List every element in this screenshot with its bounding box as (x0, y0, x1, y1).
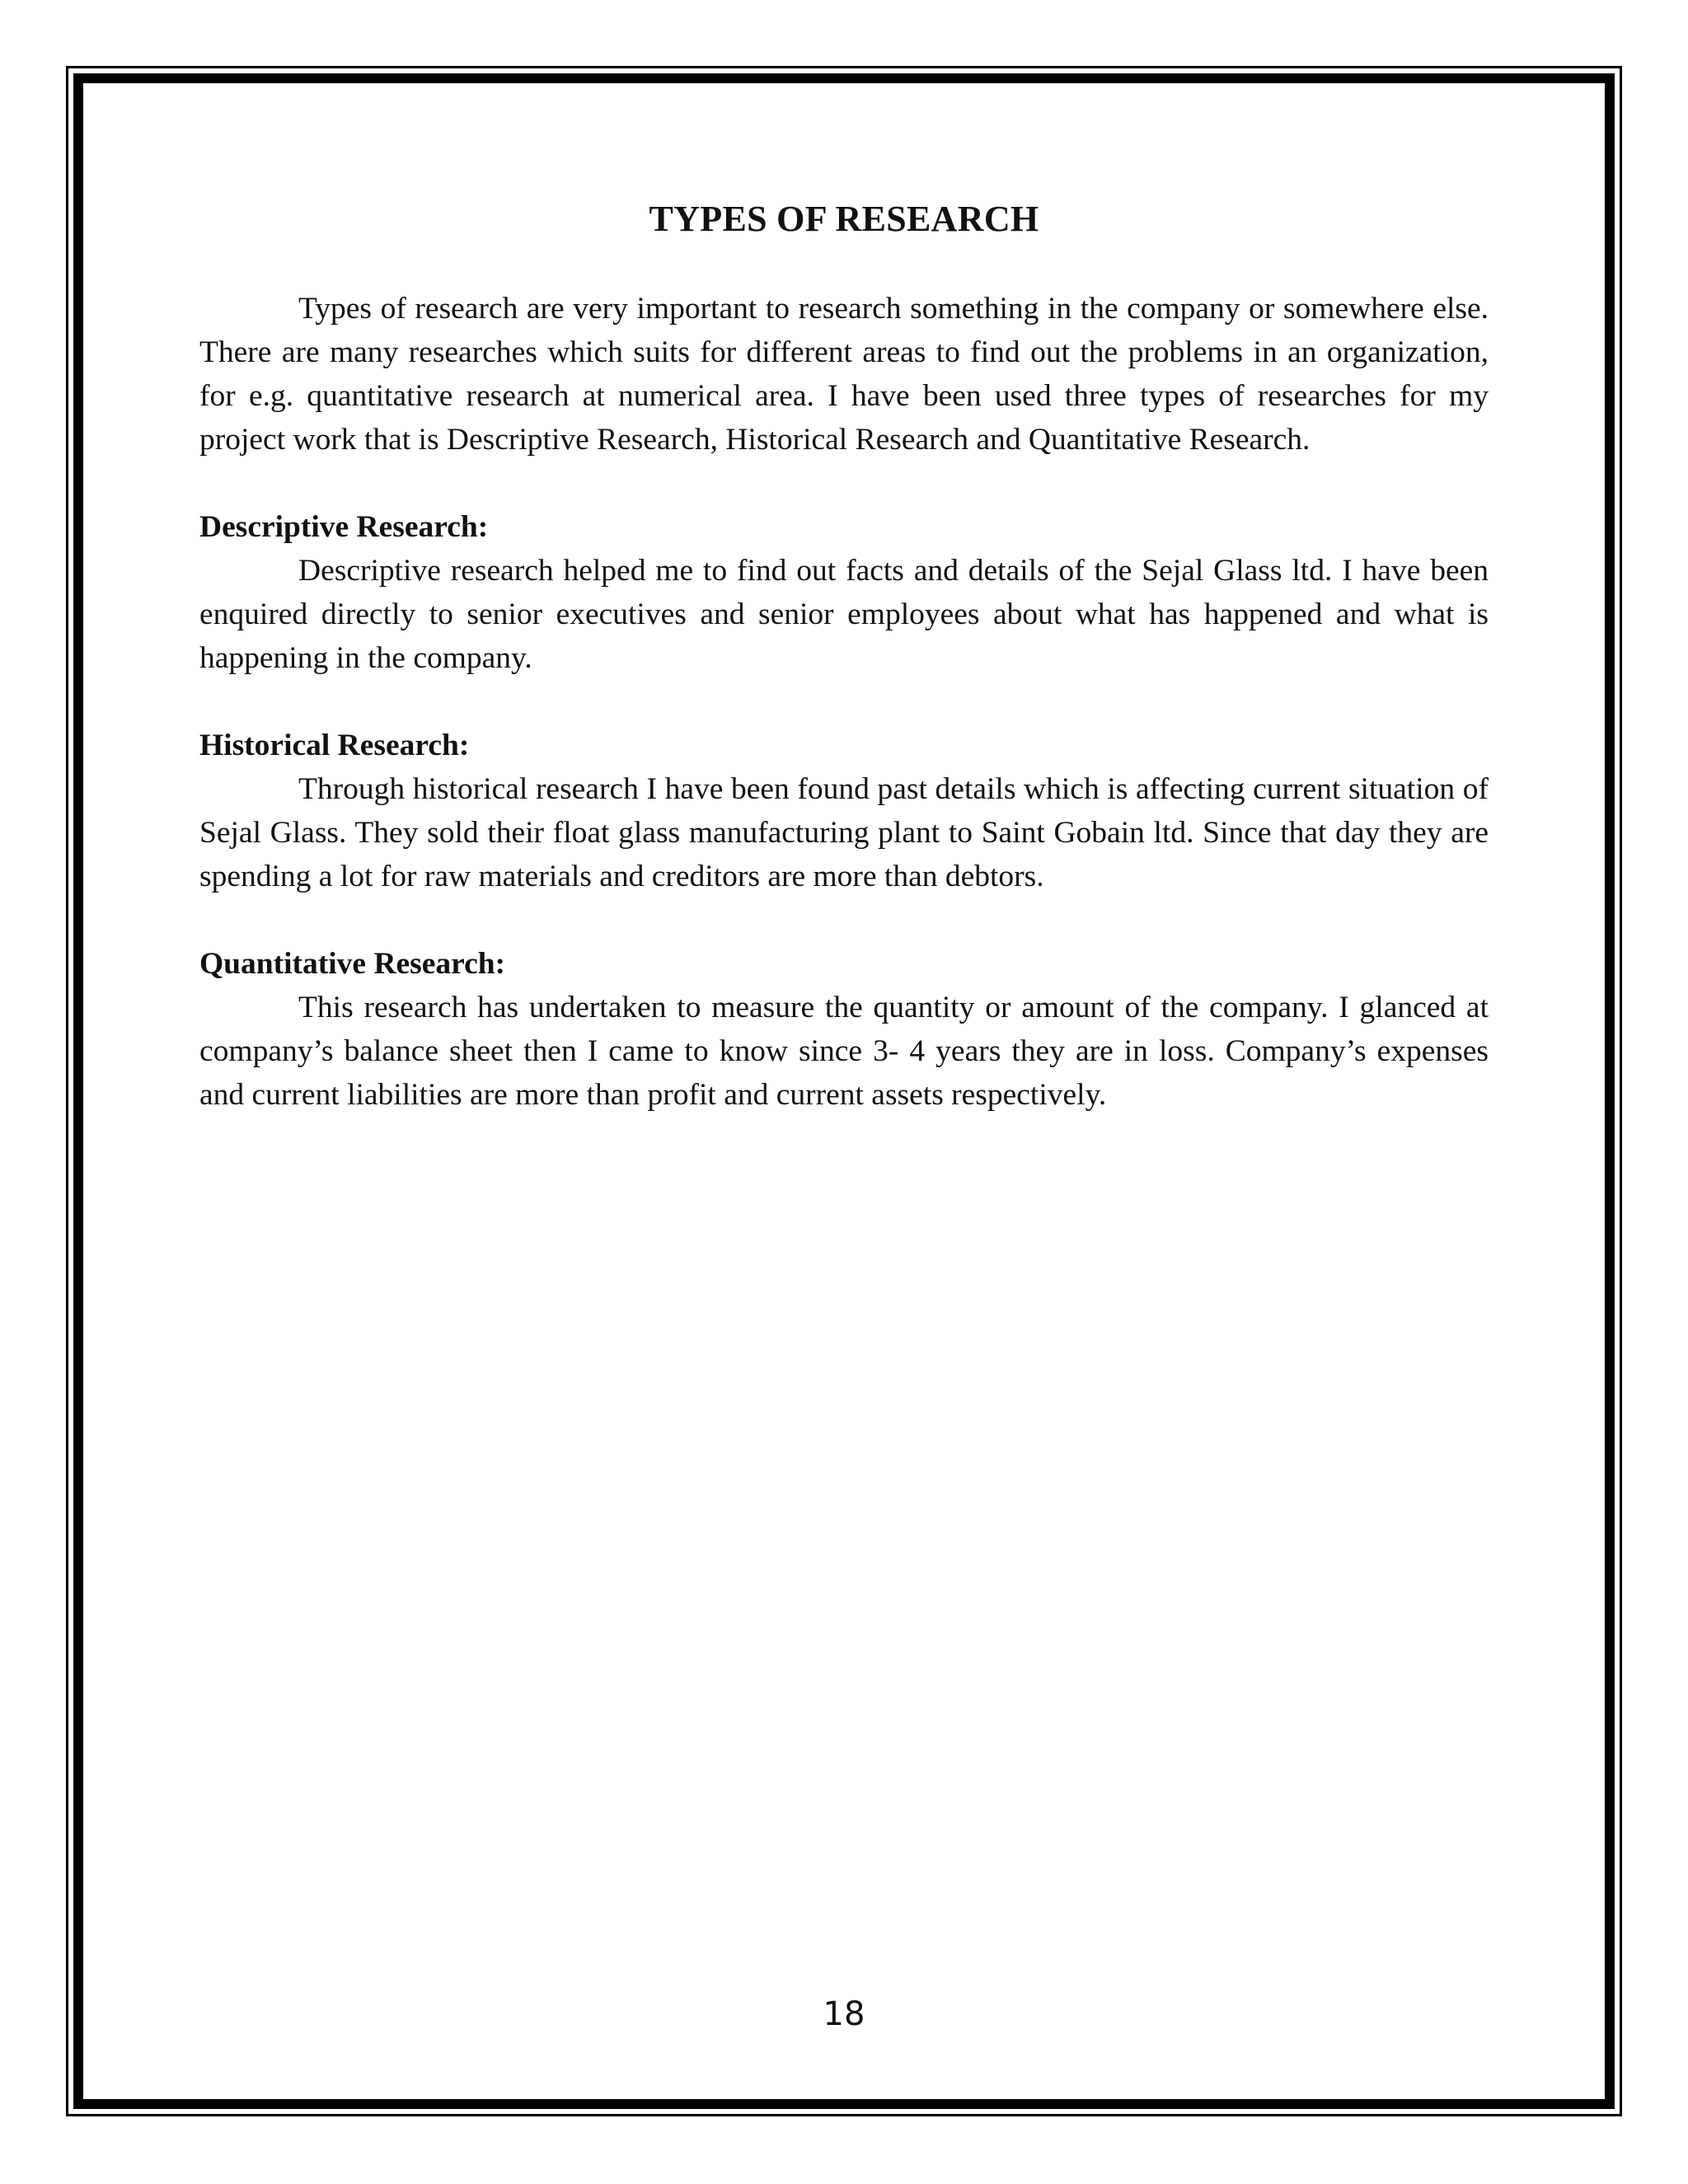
section-quantitative-research (199, 942, 1489, 1117)
section-heading: Descriptive Research: (199, 510, 489, 544)
section-heading: Historical Research: (199, 729, 470, 762)
section-body: Descriptive research helped me to find out facts and details of the Sejal Glass ltd. I have been enquired directly to senior executives and senior employees about what has happened and what is happening in the company. (199, 554, 1489, 675)
page-content (199, 194, 1489, 1117)
section-heading: Quantitative Research: (199, 947, 506, 981)
page-title: TYPES OF RESEARCH (649, 199, 1039, 239)
page-number: 18 (823, 1995, 865, 2033)
section-body: This research has undertaken to measure the quantity or amount of the company. I glanced at company’s balance sheet then I came to know since 3- 4 years they are in loss. Company’s expenses and current liabilities are more than profit and current assets respectively. (199, 991, 1489, 1112)
section-descriptive-research (199, 505, 1489, 680)
section-historical-research (199, 724, 1489, 898)
section-body: Through historical research I have been found past details which is affecting current situation of Sejal Glass. They sold their float glass manufacturing plant to Saint Gobain ltd. Since that day they are spending a lot for raw materials and creditors are more than debtors. (199, 772, 1489, 893)
intro-paragraph: Types of research are very important to research something in the company or somewhere else. There are many researches which suits for different areas to find out the problems in an organization, for e.g. quantitative research at numerical area. I have been used three types of researches for my project work that is Descriptive Research, Historical Research and Quantitative Research. (199, 292, 1489, 457)
